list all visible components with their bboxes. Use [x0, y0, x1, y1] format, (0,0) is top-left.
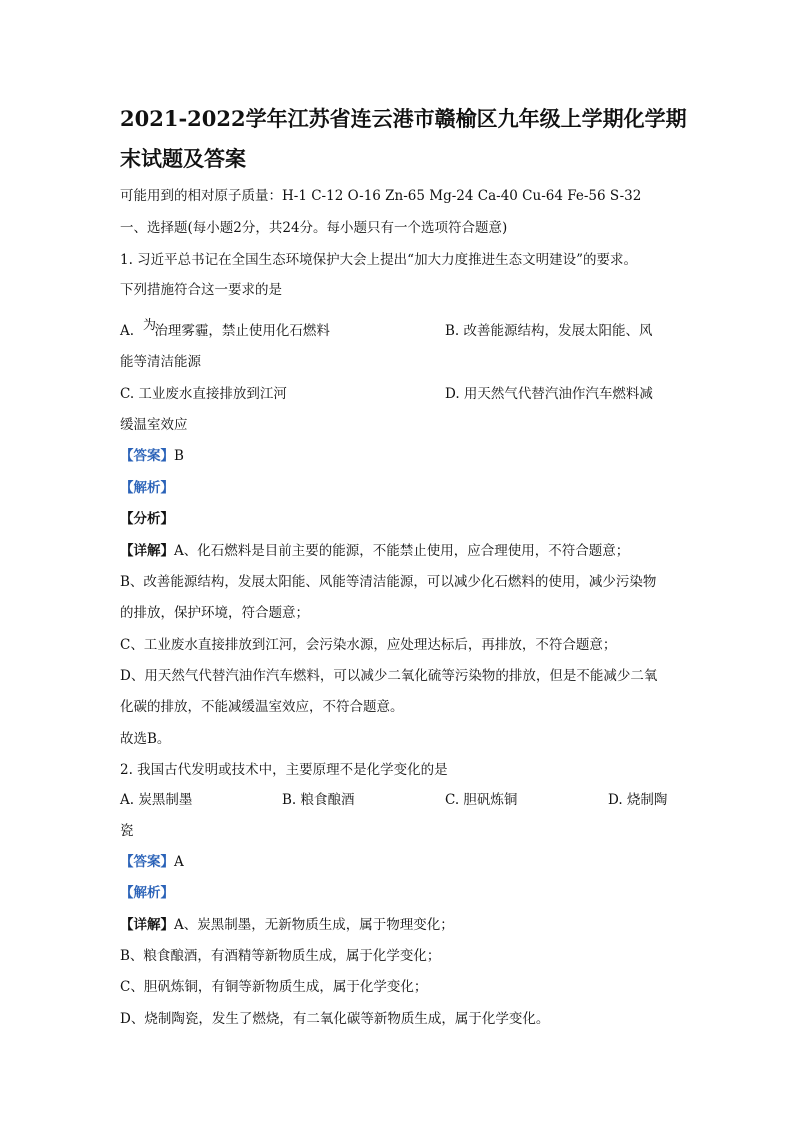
- q1-detail-line5: D、用天然气代替汽油作汽车燃料，可以减少二氧化硫等污染物的排放，但是不能减少二氧: [120, 668, 658, 684]
- q2-option-d-line2: 瓷: [120, 823, 134, 839]
- q2-detail-line1: [120, 915, 454, 935]
- analysis-tag: 【解析】: [120, 480, 174, 496]
- q2-option-b: B. 粮食酿酒: [282, 792, 355, 808]
- q2-option-c: C. 胆矾炼铜: [445, 792, 518, 808]
- q2-detail-line4: D、烧制陶瓷，发生了燃烧，有二氧化碳等新物质生成，属于化学变化。: [120, 1011, 550, 1027]
- q1-option-a-text: 治理雾霾，禁止使用化石燃料: [154, 323, 330, 339]
- q1-option-b-line1: B. 改善能源结构，发展太阳能、风: [445, 323, 653, 339]
- q2-option-d-line1: D. 烧制陶: [608, 792, 668, 808]
- q1-option-d-line1: D. 用天然气代替汽油作汽车燃料减: [445, 386, 653, 402]
- q1-fenxi: [120, 509, 174, 529]
- q1-detail-line4: C、工业废水直接排放到江河，会污染水源，应处理达标后，再排放，不符合题意；: [120, 637, 617, 653]
- q1-stem-line1: 1. 习近平总书记在全国生态环境保护大会上提出“加大力度推进生态文明建设”的要求。: [120, 252, 637, 268]
- q1-answer-value: B: [174, 448, 184, 464]
- q2-detail-line2: B、粮食酿酒，有酒精等新物质生成，属于化学变化；: [120, 948, 441, 964]
- q1-option-b-line2: 能等清洁能源: [120, 354, 201, 370]
- q2-detail-text1: A、炭黑制墨，无新物质生成，属于物理变化；: [174, 917, 454, 933]
- q2-answer: [120, 852, 184, 872]
- q2-answer-value: A: [174, 854, 184, 870]
- document-title-line1: 2021-2022学年江苏省连云港市赣榆区九年级上学期化学期: [120, 106, 687, 131]
- q1-detail-line3: 的排放，保护环境，符合题意；: [120, 605, 309, 621]
- detail-tag: 【详解】: [120, 543, 174, 559]
- q1-detail-line1: [120, 541, 629, 561]
- q1-option-a-prefix: A.: [120, 323, 135, 339]
- q2-stem: 2. 我国古代发明或技术中，主要原理不是化学变化的是: [120, 762, 448, 778]
- analysis-tag: 【解析】: [120, 885, 174, 901]
- q1-option-c: C. 工业废水直接排放到江河: [120, 386, 287, 402]
- q2-analysis: [120, 883, 174, 903]
- q1-analysis: [120, 478, 174, 498]
- detail-tag: 【详解】: [120, 917, 174, 933]
- section-heading: 一、选择题(每小题2分，共24分。每小题只有一个选项符合题意): [120, 220, 508, 236]
- q2-option-a: A. 炭黑制墨: [120, 792, 193, 808]
- atomic-masses: 可能用到的相对原子质量：H-1 C-12 O-16 Zn-65 Mg-24 Ca-40 Cu-64 Fe-56 S-32: [120, 188, 642, 204]
- q2-detail-line3: C、胆矾炼铜，有铜等新物质生成，属于化学变化；: [120, 979, 428, 995]
- q1-detail-line2: B、改善能源结构，发展太阳能、风能等清洁能源，可以减少化石燃料的使用，减少污染物: [120, 574, 657, 590]
- q1-stem-line2: 下列措施符合这一要求的是: [120, 282, 282, 298]
- fenxi-tag: 【分析】: [120, 511, 174, 527]
- q1-detail-line6: 化碳的排放，不能减缓温室效应，不符合题意。: [120, 699, 404, 715]
- q1-conclusion: 故选B。: [120, 731, 171, 747]
- q1-option-d-line2: 缓温室效应: [120, 417, 188, 433]
- answer-tag: 【答案】: [120, 854, 174, 870]
- answer-tag: 【答案】: [120, 448, 174, 464]
- q1-detail-text1: A、化石燃料是目前主要的能源，不能禁止使用，应合理使用，不符合题意；: [174, 543, 630, 559]
- document-title-line2: 末试题及答案: [120, 146, 246, 171]
- q1-answer: [120, 446, 184, 466]
- q1-option-a-sup: 为: [143, 318, 157, 333]
